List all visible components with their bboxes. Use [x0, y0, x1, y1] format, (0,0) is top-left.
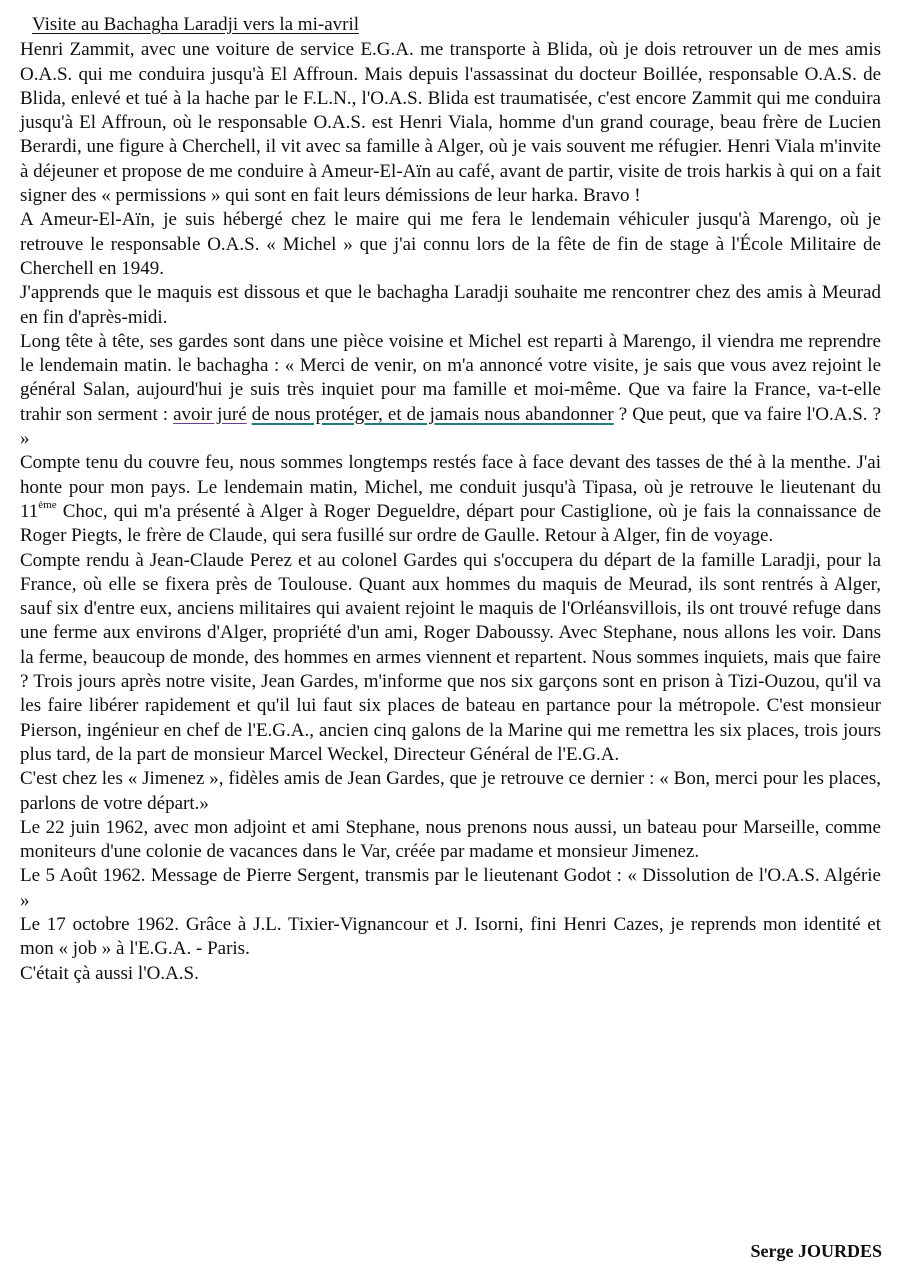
document-title: Visite au Bachagha Laradji vers la mi-avril	[32, 14, 360, 35]
paragraph: C'était çà aussi l'O.A.S.	[20, 962, 199, 984]
paragraph: C'est chez les « Jimenez », fidèles amis de Jean Gardes, que je retrouve ce dernier : « Bon, merci pour les places, parlons de votre départ.»	[20, 768, 881, 814]
paragraph: Le 17 octobre 1962. Grâce à J.L. Tixier-Vignancour et J. Isorni, fini Henri Cazes, je reprends mon identité et mon « job » à l'E.G.A. - Paris.	[20, 913, 881, 960]
paragraph-bachagha-quote	[20, 330, 881, 451]
paragraph: A Ameur-El-Aïn, je suis hébergé chez le maire qui me fera le lendemain véhiculer jusqu'à Marengo, où je retrouve le responsable O.A.S. « Michel » que j'ai connu lors de la fête de fin de stage à l'École Militaire de Cherchell en 1949.	[20, 209, 881, 279]
author-signature: Serge JOURDES	[750, 1241, 882, 1261]
paragraph: J'apprends que le maquis est dissous et que le bachagha Laradji souhaite me rencontrer chez des amis à Meurad en fin d'après-midi.	[20, 282, 881, 328]
superscript: ème	[38, 498, 57, 511]
paragraph-text: Choc, qui m'a présenté à Alger à Roger Degueldre, départ pour Castiglione, où je fais la connaissance de Roger Piegts, le frère de Claude, qui sera fusillé sur ordre de Gaulle. Retour à Alger, fin de voyage.	[20, 500, 881, 547]
document-body	[20, 38, 881, 986]
paragraph-text: Long tête à tête, ses gardes sont dans une pièce voisine et Michel est reparti à Marengo, il viendra me reprendre le lendemain matin. le bachagha : « Merci de venir, on m'a annoncé votre visite, je sais que vous avez rejoint le général Salan, aujourd'hui je suis très inquiet pour ma famille et moi-même. Que va faire la France, va-t-elle trahir son serment :	[20, 330, 881, 425]
paragraph: Le 5 Août 1962. Message de Pierre Sergent, transmis par le lieutenant Godot : « Dissolution de l'O.A.S. Algérie »	[20, 865, 881, 911]
paragraph: Compte rendu à Jean-Claude Perez et au colonel Gardes qui s'occupera du départ de la famille Laradji, pour la France, où elle se fixera près de Toulouse. Quant aux hommes du maquis de Meurad, ils sont rentrés à Alger, sauf six d'entre eux, anciens militaires qui avaient rejoint le maquis de l'Orléansvillois, ils ont trouvé refuge dans une ferme aux environs d'Alger, propriété d'un ami, Roger Daboussy. Avec Stephane, nous allons les voir. Dans la ferme, beaucoup de monde, des hommes en armes viennent et repartent. Nous sommes inquiets, mais que faire ? Trois jours après notre visite, Jean Gardes, m'informe que nos six garçons sont en prison à Tizi-Ouzou, qu'il va les faire libérer rapidement et qu'il lui faut six places de bateau en partance pour la métropole. C'est monsieur Pierson, ingénieur en chef de l'E.G.A., ancien cinq galons de la Marine qui me remettra les six places, trois jours plus tard, de la part de monsieur Marcel Weckel, Directeur Général de l'E.G.A.	[20, 549, 881, 765]
underlined-phrase: avoir juré	[173, 403, 247, 425]
paragraph: Le 22 juin 1962, avec mon adjoint et ami Stephane, nous prenons nous aussi, un bateau pour Marseille, comme moniteurs d'une colonie de vacances dans le Var, créée par madame et monsieur Jimenez.	[20, 816, 881, 863]
underlined-phrase: de nous protéger, et de jamais nous abandonner	[251, 403, 614, 425]
paragraph	[20, 451, 881, 548]
paragraph-text: Compte tenu du couvre feu, nous sommes longtemps restés face à face devant des tasses de thé à la menthe. J'ai honte pour mon pays. Le lendemain matin, Michel, me conduit jusqu'à Tipasa, où je retrouve le lieutenant du 11	[20, 452, 881, 522]
paragraph-text: ? Que peut, que va faire l'O.A.S. ? »	[20, 403, 882, 450]
paragraph: Henri Zammit, avec une voiture de service E.G.A. me transporte à Blida, où je dois retrouver un de mes amis O.A.S. qui me conduira jusqu'à El Affroun. Mais depuis l'assassinat du docteur Boillée, responsable O.A.S. de Blida, enlevé et tué à la hache par le F.L.N., l'O.A.S. Blida est traumatisée, c'est encore Zammit qui me conduira jusqu'à El Affroun, où le responsable O.A.S. est Henri Viala, homme d'un grand courage, beau frère de Lucien Berardi, une figure à Cherchell, il vit avec sa famille à Alger, où je vais souvent me réfugier. Henri Viala m'invite à déjeuner et propose de me conduire à Ameur-El-Aïn au café, avant de partir, visite de trois harkis à qui on a fait signer des « permissions » qui sont en fait leurs démissions de leur harka. Bravo !	[20, 39, 881, 207]
